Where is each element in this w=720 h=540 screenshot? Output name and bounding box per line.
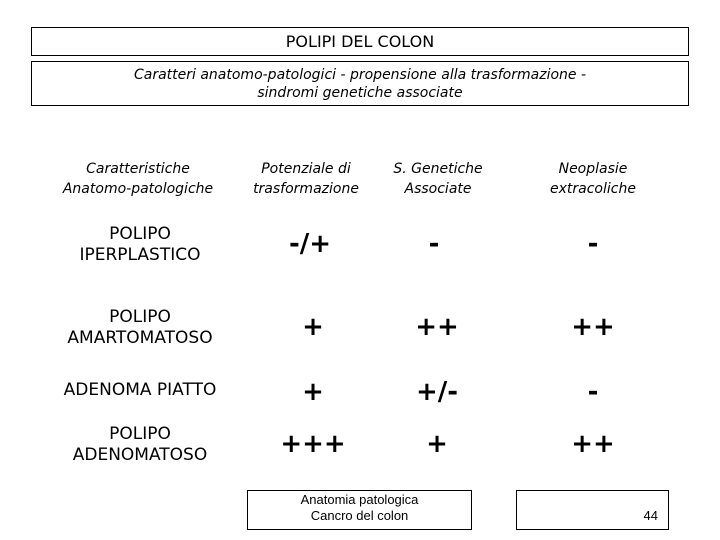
header-line: Potenziale di	[261, 161, 351, 177]
footer-page-box	[516, 490, 669, 530]
header-line: extracoliche	[550, 181, 636, 197]
cell-potenziale: +	[302, 377, 324, 407]
slide-title	[31, 27, 689, 56]
cell-potenziale: +++	[280, 429, 346, 459]
row-label-line: POLIPO	[109, 307, 171, 327]
cell-genetiche: ++	[415, 312, 459, 342]
row-label-iperplastico	[40, 224, 240, 266]
row-label-line: POLIPO	[109, 424, 171, 444]
cell-neoplasie: ++	[571, 312, 615, 342]
cell-genetiche: +	[426, 429, 448, 459]
row-label-adenoma-piatto	[40, 380, 240, 401]
header-potenziale	[236, 159, 376, 199]
cell-potenziale: -/+	[288, 229, 332, 259]
cell-neoplasie: -	[587, 377, 599, 407]
title-text: POLIPI DEL COLON	[285, 32, 435, 51]
header-line: Anatomo-patologiche	[62, 181, 214, 197]
row-label-line: ADENOMATOSO	[72, 445, 208, 465]
header-line: Caratteristiche	[86, 161, 190, 177]
row-label-line: POLIPO	[109, 224, 171, 244]
row-label-line: ADENOMA PIATTO	[63, 380, 217, 400]
cell-potenziale: +	[302, 312, 324, 342]
subtitle-line-1: Caratteri anatomo-patologici - propensione alla trasformazione -	[133, 67, 587, 83]
cell-neoplasie: ++	[571, 429, 615, 459]
footer-source-box	[247, 490, 472, 530]
header-line: Associate	[404, 181, 472, 197]
row-label-adenomatoso	[40, 424, 240, 466]
footer-line-2: Cancro del colon	[310, 508, 409, 523]
subtitle-line-2: sindromi genetiche associate	[257, 85, 463, 101]
row-label-line: IPERPLASTICO	[79, 245, 201, 265]
page-number: 44	[643, 508, 658, 523]
header-line: S. Genetiche	[393, 161, 483, 177]
footer-line-1: Anatomia patologica	[300, 492, 419, 507]
cell-genetiche: -	[428, 229, 440, 259]
cell-neoplasie: -	[587, 229, 599, 259]
header-neoplasie	[523, 159, 663, 199]
header-genetiche	[368, 159, 508, 199]
row-label-amartomatoso	[40, 307, 240, 349]
header-line: Neoplasie	[558, 161, 628, 177]
header-caratteristiche	[48, 159, 228, 199]
row-label-line: AMARTOMATOSO	[67, 328, 213, 348]
header-line: trasformazione	[253, 181, 359, 197]
cell-genetiche: +/-	[415, 377, 459, 407]
slide-subtitle	[31, 61, 689, 106]
